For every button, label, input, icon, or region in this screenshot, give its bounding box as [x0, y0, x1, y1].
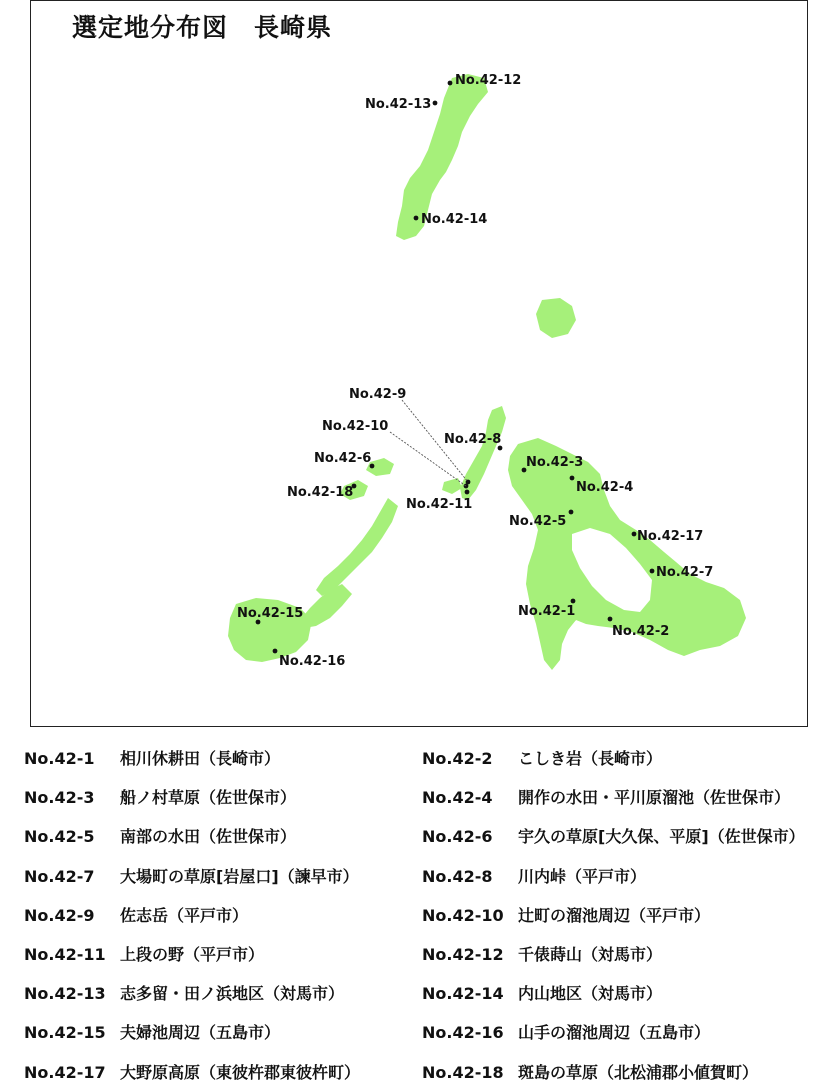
site-label-42-8: No.42-8: [444, 432, 502, 447]
legend-site-name: 佐志岳（平戸市）: [120, 905, 249, 925]
legend-code: No.42-8: [422, 866, 493, 886]
legend-site-name: 内山地区（対馬市）: [518, 984, 663, 1004]
site-label-42-4: No.42-4: [576, 480, 634, 495]
iki-island: [536, 298, 576, 338]
legend-code: No.42-1: [24, 749, 95, 768]
site-label-42-2: No.42-2: [612, 624, 670, 639]
legend-site-name: 船ノ村草原（佐世保市）: [120, 788, 297, 808]
site-label-42-5: No.42-5: [509, 514, 567, 529]
site-label-42-17: No.42-17: [637, 529, 704, 544]
legend-site-name: 南部の水田（佐世保市）: [120, 827, 297, 847]
site-label-42-15: No.42-15: [237, 606, 304, 621]
legend-code: No.42-12: [422, 945, 504, 964]
legend-code: No.42-7: [24, 866, 95, 886]
site-marker-42-4: [570, 476, 575, 481]
legend-code: No.42-17: [24, 1062, 106, 1082]
site-label-42-12: No.42-12: [455, 73, 522, 88]
site-marker-42-11: [465, 490, 470, 495]
legend-site-name: 千俵蒔山（対馬市）: [518, 945, 663, 964]
legend-site-name: 川内峠（平戸市）: [518, 866, 647, 886]
legend-site-name: 宇久の草原[大久保、平原]（佐世保市）: [518, 827, 805, 847]
legend-site-name: 大野原高原（東彼杵郡東彼杵町）: [120, 1062, 361, 1082]
islet-near-hirado: [442, 478, 462, 494]
legend-code: No.42-15: [24, 1023, 106, 1043]
site-marker-42-12: [448, 81, 453, 86]
legend-site-name: 相川休耕田（長崎市）: [120, 749, 281, 768]
site-label-42-11: No.42-11: [406, 497, 473, 512]
site-label-42-10: No.42-10: [322, 419, 389, 434]
legend-site-name: 開作の水田・平川原溜池（佐世保市）: [518, 788, 791, 808]
site-marker-42-2: [608, 617, 613, 622]
legend-code: No.42-3: [24, 788, 95, 808]
legend-site-name: こしき岩（長崎市）: [518, 749, 663, 768]
site-marker-42-17: [632, 532, 637, 537]
map-title: 選定地分布図 長崎県: [72, 13, 333, 42]
legend-site-name: 斑島の草原（北松浦郡小値賀町）: [518, 1062, 759, 1082]
legend-code: No.42-4: [422, 788, 493, 808]
site-label-42-1: No.42-1: [518, 604, 576, 619]
site-label-42-14: No.42-14: [421, 212, 488, 227]
legend-code: No.42-9: [24, 905, 95, 925]
site-label-42-13: No.42-13: [365, 97, 432, 112]
land-areas: [228, 74, 746, 670]
legend-site-name: 辻町の溜池周辺（平戸市）: [518, 905, 711, 925]
legend-site-name: 夫婦池周辺（五島市）: [120, 1023, 281, 1043]
legend-code: No.42-6: [422, 827, 493, 847]
legend-code: No.42-13: [24, 984, 106, 1004]
legend-code: No.42-10: [422, 905, 504, 925]
site-marker-42-16: [273, 649, 278, 654]
site-label-42-6: No.42-6: [314, 451, 372, 466]
legend-code: No.42-14: [422, 984, 504, 1004]
legend-site-name: 山手の溜池周辺（五島市）: [518, 1023, 711, 1043]
site-label-42-9: No.42-9: [349, 387, 407, 402]
site-marker-42-1: [571, 599, 576, 604]
site-marker-42-5: [569, 510, 574, 515]
site-marker-42-13: [433, 101, 438, 106]
legend-code: No.42-11: [24, 945, 106, 964]
site-label-42-7: No.42-7: [656, 565, 714, 580]
legend-code: No.42-2: [422, 749, 493, 768]
site-marker-42-7: [650, 569, 655, 574]
site-label-42-3: No.42-3: [526, 455, 584, 470]
site-label-42-16: No.42-16: [279, 654, 346, 669]
site-label-42-18: No.42-18: [287, 485, 354, 500]
legend-code: No.42-5: [24, 827, 95, 847]
legend-site-name: 大場町の草原[岩屋口]（諫早市）: [120, 866, 359, 886]
legend-site-name: 志多留・田ノ浜地区（対馬市）: [120, 984, 345, 1004]
site-marker-42-14: [414, 216, 419, 221]
goto-islands-north: [316, 498, 398, 596]
legend-code: No.42-18: [422, 1062, 504, 1082]
legend-code: No.42-16: [422, 1023, 504, 1043]
legend-site-name: 上段の野（平戸市）: [120, 945, 265, 964]
